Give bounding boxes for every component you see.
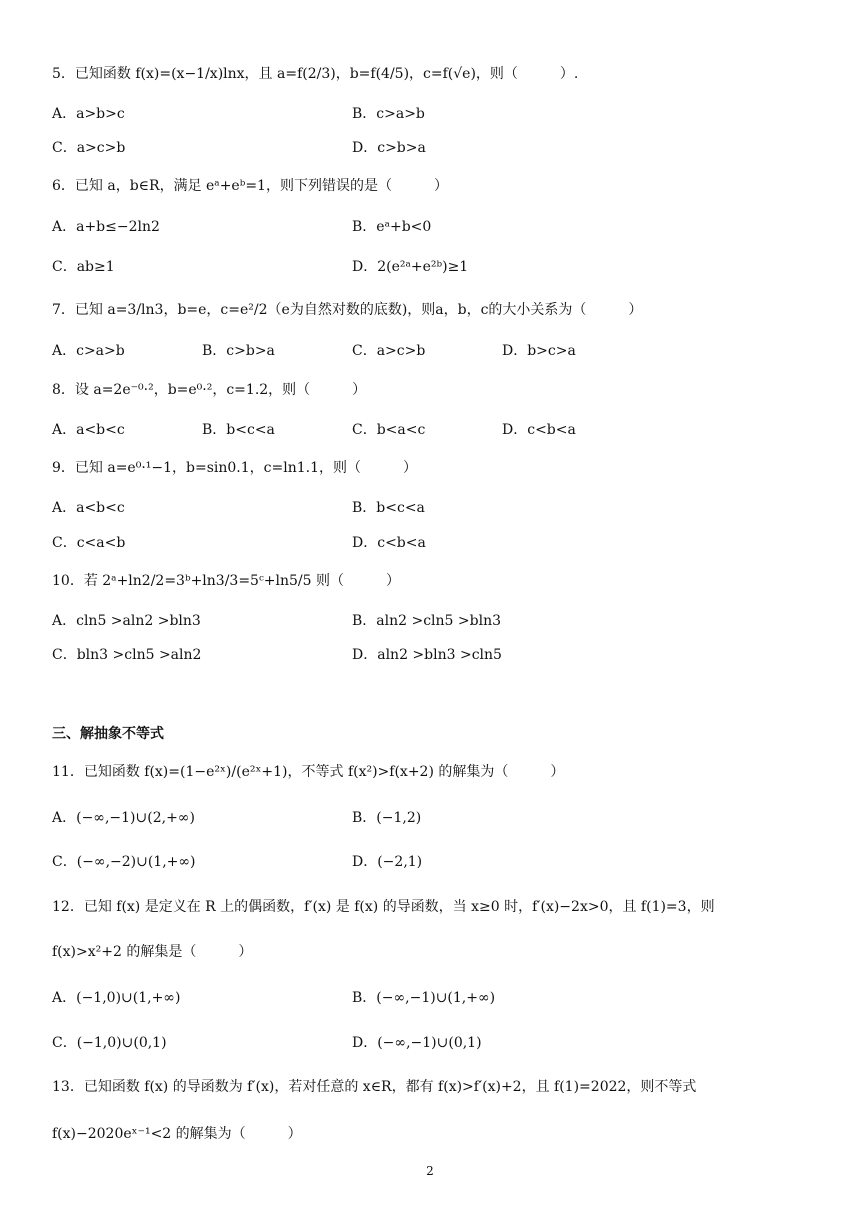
- question-10-option-d: D．aln2 >bln3 >cln5: [352, 647, 502, 663]
- question-9-stem: 9．已知 a=e⁰·¹−1，b=sin0.1，c=ln1.1，则（ ）: [52, 460, 417, 476]
- question-9-option-c: C．c<a<b: [52, 535, 126, 551]
- question-5-option-b: B．c>a>b: [352, 106, 425, 122]
- question-5-option-a: A．a>b>c: [52, 106, 125, 122]
- question-9-option-d: D．c<b<a: [352, 535, 426, 551]
- question-9-option-a: A．a<b<c: [52, 500, 125, 516]
- question-10-option-a: A．cln5 >aln2 >bln3: [52, 613, 201, 629]
- question-10-option-c: C．bln3 >cln5 >aln2: [52, 647, 202, 663]
- question-11-stem: 11．已知函数 f(x)=(1−e²ˣ)/(e²ˣ+1)，不等式 f(x²)>f(x+2) 的解集为（ ）: [52, 764, 565, 780]
- question-5-stem: 5．已知函数 f(x)=(x−1/x)lnx，且 a=f(2/3)，b=f(4/5)，c=f(√e)，则（ ）.: [52, 66, 579, 82]
- question-8-stem: 8．设 a=2e⁻⁰·²，b=e⁰·²，c=1.2，则（ ）: [52, 382, 367, 398]
- question-12-stem-line1: 12．已知 f(x) 是定义在 R 上的偶函数，f′(x) 是 f(x) 的导函数，当 x≥0 时，f′(x)−2x>0，且 f(1)=3，则: [52, 899, 715, 915]
- question-8-option-d: D．c<b<a: [502, 422, 576, 438]
- question-12-option-d: D．(−∞,−1)∪(0,1): [352, 1035, 482, 1051]
- question-7-option-c: C．a>c>b: [352, 343, 426, 359]
- question-7-option-a: A．c>a>b: [52, 343, 125, 359]
- question-11-option-a: A．(−∞,−1)∪(2,+∞): [52, 810, 195, 826]
- question-13-stem-line2: f(x)−2020eˣ⁻¹<2 的解集为（ ）: [52, 1126, 302, 1142]
- question-6-option-b: B．eᵃ+b<0: [352, 219, 432, 235]
- question-6-stem: 6．已知 a，b∈R，满足 eᵃ+eᵇ=1，则下列错误的是（ ）: [52, 178, 448, 194]
- question-12-stem-line2: f(x)>x²+2 的解集是（ ）: [52, 944, 253, 960]
- question-11-option-b: B．(−1,2): [352, 810, 422, 826]
- question-10-stem: 10．若 2ᵃ+ln2/2=3ᵇ+ln3/3=5ᶜ+ln5/5 则（ ）: [52, 573, 401, 589]
- question-12-option-b: B．(−∞,−1)∪(1,+∞): [352, 990, 496, 1006]
- question-8-option-b: B．b<c<a: [202, 422, 275, 438]
- question-8-option-c: C．b<a<c: [352, 422, 426, 438]
- question-8-option-a: A．a<b<c: [52, 422, 125, 438]
- page-number: 2: [426, 1164, 434, 1178]
- question-12-option-a: A．(−1,0)∪(1,+∞): [52, 990, 181, 1006]
- question-11-option-d: D．(−2,1): [352, 854, 423, 870]
- question-7-option-d: D．b>c>a: [502, 343, 576, 359]
- question-7-stem: 7．已知 a=3/ln3，b=e，c=e²/2（e为自然对数的底数)，则a，b，c的大小关系为（ ）: [52, 302, 643, 318]
- question-12-option-c: C．(−1,0)∪(0,1): [52, 1035, 167, 1051]
- question-13-stem-line1: 13．已知函数 f(x) 的导函数为 f′(x)，若对任意的 x∈R，都有 f(x)>f′(x)+2，且 f(1)=2022，则不等式: [52, 1079, 697, 1095]
- question-6-option-c: C．ab≥1: [52, 259, 115, 275]
- question-6-option-d: D．2(e²ᵃ+e²ᵇ)≥1: [352, 259, 469, 275]
- question-7-option-b: B．c>b>a: [202, 343, 275, 359]
- section-heading: 三、解抽象不等式: [52, 726, 164, 742]
- question-6-option-a: A．a+b≤−2ln2: [52, 219, 160, 235]
- question-5-option-c: C．a>c>b: [52, 140, 126, 156]
- question-11-option-c: C．(−∞,−2)∪(1,+∞): [52, 854, 196, 870]
- question-9-option-b: B．b<c<a: [352, 500, 425, 516]
- question-10-option-b: B．aln2 >cln5 >bln3: [352, 613, 502, 629]
- question-5-option-d: D．c>b>a: [352, 140, 426, 156]
